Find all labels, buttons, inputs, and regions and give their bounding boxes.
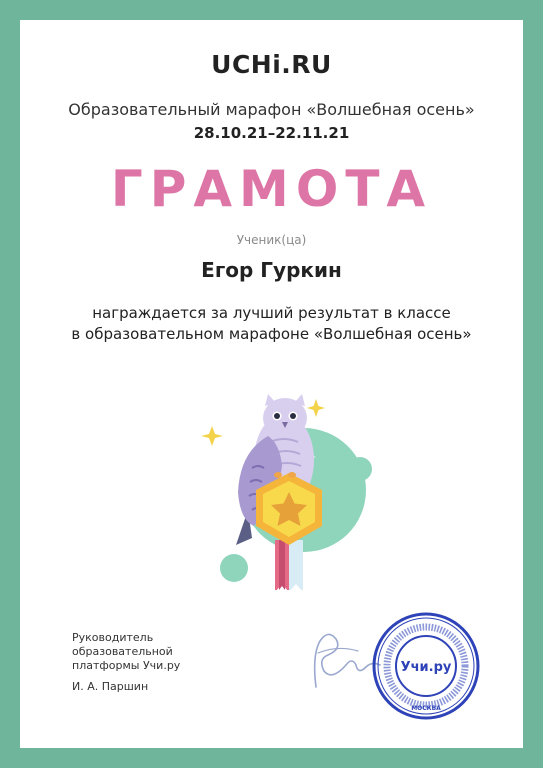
certificate-headline: ГРАМОТА (110, 160, 433, 218)
signer-name: И. А. Паршин (72, 680, 149, 693)
award-line-2: в образовательном марафоне «Волшебная осень» (71, 325, 472, 343)
seal-city: МОСКВА (411, 705, 441, 712)
recipient-name: Егор Гуркин (201, 258, 342, 282)
signer-role (72, 631, 180, 673)
seal-stamp (370, 610, 482, 722)
event-dates: 28.10.21–22.11.21 (193, 124, 350, 142)
award-description (20, 303, 523, 345)
seal-center-text: Учи.ру (400, 660, 452, 675)
recipient-role: Ученик(ца) (236, 233, 307, 247)
award-line-1: награждается за лучший результат в классе (92, 304, 451, 322)
certificate-sheet (20, 20, 523, 748)
signer-role-line-2: образовательной (72, 645, 173, 658)
medal-ribbon (275, 540, 303, 590)
event-title: Образовательный марафон «Волшебная осень» (68, 100, 475, 119)
small-circle-right (348, 457, 372, 481)
small-circle-left (220, 554, 248, 582)
uchi-logo: UCHi.RU (211, 50, 332, 79)
signer-role-line-1: Руководитель (72, 631, 154, 644)
owl-medal-illustration (188, 370, 388, 590)
signer-role-line-3: платформы Учи.ру (72, 659, 181, 672)
